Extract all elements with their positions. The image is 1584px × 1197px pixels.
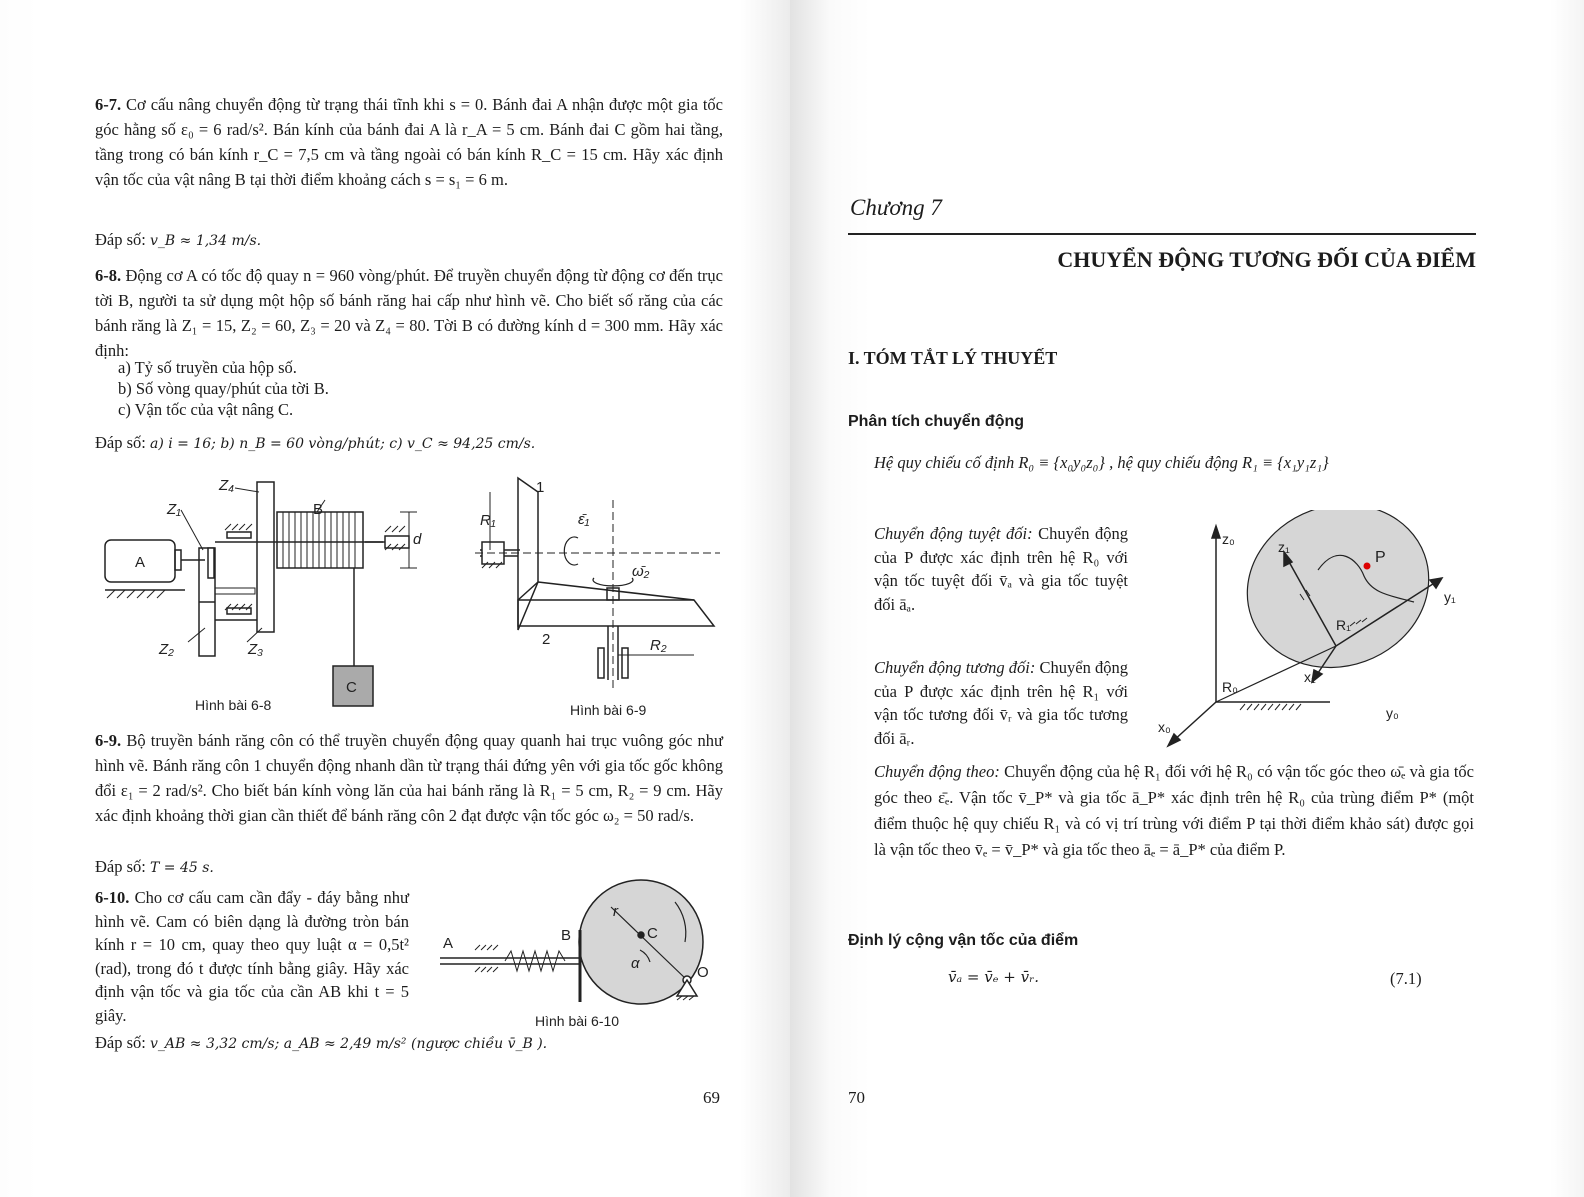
problem-number: 6-10. — [95, 888, 130, 907]
problem-number: 6-7. — [95, 95, 122, 114]
label-epsilon-1: ε̄₁ — [578, 511, 590, 528]
label-r1: R₁ — [480, 512, 496, 529]
label-a: A — [443, 935, 454, 952]
figure-caption: Hình bài 6-8 — [195, 697, 272, 713]
label-z0: z₀ — [1222, 531, 1235, 547]
answer-value: T = 45 s. — [150, 860, 214, 876]
answer-label: Đáp số: — [95, 1033, 146, 1052]
problem-text: Bộ truyền bánh răng côn có thể truyền chuyển động quay quanh hai trục vuông góc như hình vẽ. Bánh răng côn 1 chuyển động nhanh dần từ trạng thái đứng yên với gia tốc gốc không đổi ε₁ = 2 rad/s². Cho biết bán kính vòng lăn của hai bánh răng là R₁ = 5 cm, R₂ = 9 cm. Hãy xác định khoảng thời gian cần thiết để bánh răng côn 2 đạt được vận tốc góc ω₂ = 50 rad/s. — [95, 731, 723, 825]
absolute-motion — [874, 522, 1128, 616]
label-y0: y₀ — [1386, 705, 1399, 721]
label-y1: y₁ — [1444, 589, 1456, 605]
answer-label: Đáp số: — [95, 230, 146, 249]
label-b: B — [313, 501, 324, 518]
carrying-motion — [874, 759, 1474, 863]
label-d: d — [413, 531, 422, 548]
figure-6-10 — [435, 872, 725, 1032]
equation-number: (7.1) — [1390, 969, 1422, 988]
problem-6-9 — [95, 728, 723, 828]
page-number: 69 — [703, 1088, 720, 1107]
point-p — [1364, 563, 1371, 570]
subsection-heading: Phân tích chuyển động — [848, 413, 1025, 430]
label-r: r — [613, 903, 618, 920]
label-z2: Z₂ — [159, 641, 174, 658]
problem-number: 6-9. — [95, 731, 122, 750]
equation: v̄ₐ = v̄ₑ + v̄ᵣ. — [948, 968, 1040, 986]
label-z1: Z₁ — [167, 501, 181, 518]
section-heading: I. TÓM TẮT LÝ THUYẾT — [848, 348, 1058, 368]
reference-frames-figure — [1150, 510, 1480, 750]
problem-6-8-items — [118, 357, 329, 420]
figure-6-8 — [95, 470, 440, 720]
problem-6-7 — [95, 92, 723, 192]
frames-definition: Hệ quy chiếu cố định R₀ ≡ {x₀y₀z₀} , hệ quy chiếu động R₁ ≡ {x₁y₁z₁} — [874, 453, 1329, 472]
label-c: C — [346, 679, 357, 696]
list-item: c) Vận tốc của vật nâng C. — [118, 400, 294, 419]
answer-value: a) i = 16; b) n_B = 60 vòng/phút; c) v_C ≈ 94,25 cm/s. — [150, 436, 536, 452]
label-z4: Z₄ — [219, 477, 235, 494]
list-item: b) Số vòng quay/phút của tời B. — [118, 379, 329, 398]
label-z3: Z₃ — [248, 641, 264, 658]
definition: Chuyển động của P được xác định trên hệ R₁ với vận tốc tương đối v̄ᵣ và gia tốc tương đối āᵣ. — [874, 658, 1128, 748]
label-omega-2: ω̄₂ — [632, 563, 650, 580]
definition: Chuyển động của hệ R₁ đối với hệ R₀ có vận tốc góc theo ω̄ₑ và gia tốc góc theo ε̄ₑ. Vận tốc v̄_P* và gia tốc ā_P* xác định trên hệ R₀ của trùng điểm P* (một điểm thuộc hệ quy chiếu R₁ và có vị trí trùng với điểm P tại thời điểm khảo sát) được gọi là vận tốc theo v̄ₑ = v̄_P* và gia tốc theo āₑ = ā_P* của điểm P. — [874, 762, 1474, 859]
right-page — [790, 0, 1584, 1197]
answer-6-7 — [95, 228, 261, 253]
answer-6-9 — [95, 855, 214, 880]
chapter-label: Chương 7 — [850, 195, 942, 220]
answer-6-8 — [95, 431, 535, 456]
bevel-gear-1 — [518, 478, 538, 630]
label-x0: x₀ — [1158, 719, 1171, 735]
chapter-rule — [848, 233, 1476, 235]
moving-body — [1224, 510, 1452, 693]
page-number: 70 — [848, 1088, 865, 1107]
answer-label: Đáp số: — [95, 433, 146, 452]
answer-6-10 — [95, 1031, 547, 1056]
figure-caption: Hình bài 6-10 — [535, 1013, 620, 1029]
gear-z4 — [257, 482, 274, 632]
label-b: B — [561, 927, 572, 944]
label-p: P — [1375, 549, 1386, 566]
label-a: A — [135, 554, 146, 571]
problem-6-8 — [95, 263, 723, 363]
label-o: O — [697, 964, 709, 981]
label-alpha: α — [631, 955, 640, 972]
drum-b — [277, 512, 363, 568]
list-item: a) Tỷ số truyền của hộp số. — [118, 358, 297, 377]
problem-text: Động cơ A có tốc độ quay n = 960 vòng/phút. Để truyền chuyển động từ động cơ đến trục tời B, người ta sử dụng một hộp số bánh răng hai cấp như hình vẽ. Cho biết số răng của các bánh răng là Z₁ = 15, Z₂ = 60, Z₃ = 20 và Z₄ = 80. Tời B có đường kính d = 300 mm. Hãy xác định: — [95, 266, 724, 360]
subsection-heading: Định lý cộng vận tốc của điểm — [848, 932, 1079, 949]
definition: Chuyển động của P được xác định trên hệ R₀ với vận tốc tuyệt đối v̄ₐ và gia tốc tuyệt đối āₐ. — [874, 524, 1129, 614]
label-r2: R₂ — [650, 637, 667, 654]
answer-value: v_B ≈ 1,34 m/s. — [150, 233, 262, 249]
label-gear-2: 2 — [542, 631, 551, 648]
figure-6-9 — [470, 470, 730, 725]
answer-label: Đáp số: — [95, 857, 146, 876]
term: Chuyển động tương đối: — [874, 658, 1036, 677]
label-x1: x₁ — [1304, 669, 1316, 685]
answer-value: v_AB ≈ 3,32 cm/s; a_AB ≈ 2,49 m/s² (ngược chiều v̄_B ). — [150, 1036, 548, 1052]
term: Chuyển động tuyệt đối: — [874, 524, 1033, 543]
problem-number: 6-8. — [95, 266, 122, 285]
label-gear-1: 1 — [536, 479, 545, 496]
bevel-gear-2 — [518, 600, 714, 626]
relative-motion — [874, 656, 1128, 750]
label-r0: R₀ — [1222, 679, 1238, 695]
term: Chuyển động theo: — [874, 762, 1000, 781]
label-z1: z₁ — [1278, 539, 1290, 555]
problem-6-10 — [95, 886, 409, 1027]
problem-text: Cơ cấu nâng chuyển động từ trạng thái tĩnh khi s = 0. Bánh đai A nhận được một gia tốc góc hằng số ε₀ = 6 rad/s². Bán kính của bánh đai A là r_A = 5 cm. Bánh đai C gồm hai tầng, tầng trong có bán kính r_C = 7,5 cm và tầng ngoài có bán kính R_C = 15 cm. Hãy xác định vận tốc của vật nâng B tại thời điểm khoảng cách s = s₁ = 6 m. — [95, 95, 724, 189]
problem-text: Cho cơ cấu cam cần đẩy - đáy bằng như hình vẽ. Cam có biên dạng là đường tròn bán kính r = 10 cm, quay theo quy luật α = 0,5t² (rad), trong đó t được tính bằng giây. Hãy xác định vận tốc và gia tốc của cần AB khi t = 5 giây. — [95, 888, 409, 1025]
label-c: C — [647, 925, 658, 942]
figure-caption: Hình bài 6-9 — [570, 702, 647, 718]
label-r1: R₁ — [1336, 617, 1351, 633]
left-page — [0, 0, 790, 1197]
chapter-title: CHUYỂN ĐỘNG TƯƠNG ĐỐI CỦA ĐIỂM — [1057, 247, 1476, 272]
